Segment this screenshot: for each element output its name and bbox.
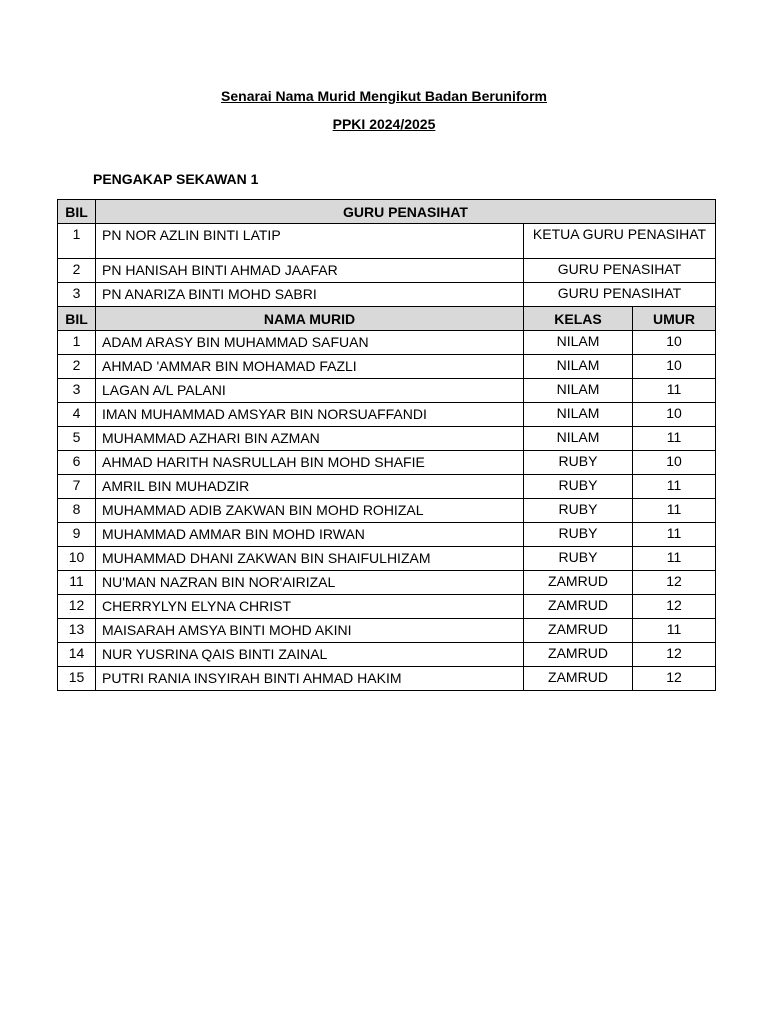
student-bil: 11: [58, 571, 96, 595]
advisor-name: PN HANISAH BINTI AHMAD JAAFAR: [96, 259, 524, 283]
student-name: MUHAMMAD AZHARI BIN AZMAN: [96, 427, 524, 451]
student-name: ADAM ARASY BIN MUHAMMAD SAFUAN: [96, 331, 524, 355]
student-row: [58, 379, 716, 403]
advisor-bil: 3: [58, 283, 96, 307]
student-age: 12: [633, 643, 716, 667]
student-row: [58, 619, 716, 643]
student-class: ZAMRUD: [524, 595, 633, 619]
student-age: 11: [633, 619, 716, 643]
student-row: [58, 475, 716, 499]
student-row: [58, 595, 716, 619]
student-age: 10: [633, 403, 716, 427]
student-row: [58, 355, 716, 379]
student-bil: 4: [58, 403, 96, 427]
student-row: [58, 451, 716, 475]
student-row: [58, 331, 716, 355]
student-name: AMRIL BIN MUHADZIR: [96, 475, 524, 499]
student-class: NILAM: [524, 379, 633, 403]
student-class: ZAMRUD: [524, 571, 633, 595]
student-row: [58, 667, 716, 691]
student-name: AHMAD HARITH NASRULLAH BIN MOHD SHAFIE: [96, 451, 524, 475]
advisors-header-row: [58, 200, 716, 224]
student-row: [58, 403, 716, 427]
student-bil: 12: [58, 595, 96, 619]
document-subtitle: PPKI 2024/2025: [332, 116, 436, 132]
student-class: RUBY: [524, 523, 633, 547]
student-class: RUBY: [524, 451, 633, 475]
student-name: MUHAMMAD DHANI ZAKWAN BIN SHAIFULHIZAM: [96, 547, 524, 571]
student-class: NILAM: [524, 331, 633, 355]
students-header-row: [58, 307, 716, 331]
student-bil: 7: [58, 475, 96, 499]
student-bil: 15: [58, 667, 96, 691]
student-name: AHMAD 'AMMAR BIN MOHAMAD FAZLI: [96, 355, 524, 379]
student-row: [58, 571, 716, 595]
student-name: PUTRI RANIA INSYIRAH BINTI AHMAD HAKIM: [96, 667, 524, 691]
advisor-row: [58, 259, 716, 283]
advisor-role: GURU PENASIHAT: [524, 259, 716, 283]
student-row: [58, 643, 716, 667]
student-age: 11: [633, 475, 716, 499]
student-name: MUHAMMAD ADIB ZAKWAN BIN MOHD ROHIZAL: [96, 499, 524, 523]
advisor-bil: 1: [58, 224, 96, 259]
student-bil: 8: [58, 499, 96, 523]
student-bil: 13: [58, 619, 96, 643]
student-age: 10: [633, 451, 716, 475]
advisors-header-name: GURU PENASIHAT: [96, 200, 716, 224]
student-class: ZAMRUD: [524, 667, 633, 691]
student-name: NU'MAN NAZRAN BIN NOR'AIRIZAL: [96, 571, 524, 595]
student-age: 11: [633, 379, 716, 403]
students-header-name: NAMA MURID: [96, 307, 524, 331]
student-bil: 9: [58, 523, 96, 547]
student-class: RUBY: [524, 499, 633, 523]
student-bil: 1: [58, 331, 96, 355]
advisor-row: [58, 283, 716, 307]
student-class: ZAMRUD: [524, 619, 633, 643]
student-name: CHERRYLYN ELYNA CHRIST: [96, 595, 524, 619]
student-name: LAGAN A/L PALANI: [96, 379, 524, 403]
student-class: NILAM: [524, 427, 633, 451]
student-bil: 2: [58, 355, 96, 379]
member-table: [57, 199, 716, 691]
student-age: 11: [633, 499, 716, 523]
student-name: IMAN MUHAMMAD AMSYAR BIN NORSUAFFANDI: [96, 403, 524, 427]
student-age: 11: [633, 523, 716, 547]
student-name: MUHAMMAD AMMAR BIN MOHD IRWAN: [96, 523, 524, 547]
student-row: [58, 523, 716, 547]
student-class: NILAM: [524, 403, 633, 427]
advisor-role: GURU PENASIHAT: [524, 283, 716, 307]
student-class: RUBY: [524, 475, 633, 499]
student-age: 10: [633, 355, 716, 379]
student-age: 12: [633, 667, 716, 691]
student-name: MAISARAH AMSYA BINTI MOHD AKINI: [96, 619, 524, 643]
student-age: 11: [633, 547, 716, 571]
student-row: [58, 547, 716, 571]
advisor-bil: 2: [58, 259, 96, 283]
student-name: NUR YUSRINA QAIS BINTI ZAINAL: [96, 643, 524, 667]
student-class: NILAM: [524, 355, 633, 379]
student-age: 10: [633, 331, 716, 355]
section-heading: PENGAKAP SEKAWAN 1: [93, 171, 259, 187]
student-class: ZAMRUD: [524, 643, 633, 667]
student-age: 11: [633, 427, 716, 451]
student-bil: 5: [58, 427, 96, 451]
student-age: 12: [633, 571, 716, 595]
student-bil: 14: [58, 643, 96, 667]
student-row: [58, 499, 716, 523]
student-class: RUBY: [524, 547, 633, 571]
advisor-role: KETUA GURU PENASIHAT: [524, 224, 716, 259]
student-bil: 10: [58, 547, 96, 571]
student-bil: 3: [58, 379, 96, 403]
student-age: 12: [633, 595, 716, 619]
advisors-header-bil: BIL: [58, 200, 96, 224]
student-bil: 6: [58, 451, 96, 475]
student-row: [58, 427, 716, 451]
document-title: Senarai Nama Murid Mengikut Badan Beruniform: [221, 88, 547, 104]
students-header-class: KELAS: [524, 307, 633, 331]
advisor-row: [58, 224, 716, 259]
students-header-age: UMUR: [633, 307, 716, 331]
advisor-name: PN ANARIZA BINTI MOHD SABRI: [96, 283, 524, 307]
students-header-bil: BIL: [58, 307, 96, 331]
advisor-name: PN NOR AZLIN BINTI LATIP: [96, 224, 524, 259]
